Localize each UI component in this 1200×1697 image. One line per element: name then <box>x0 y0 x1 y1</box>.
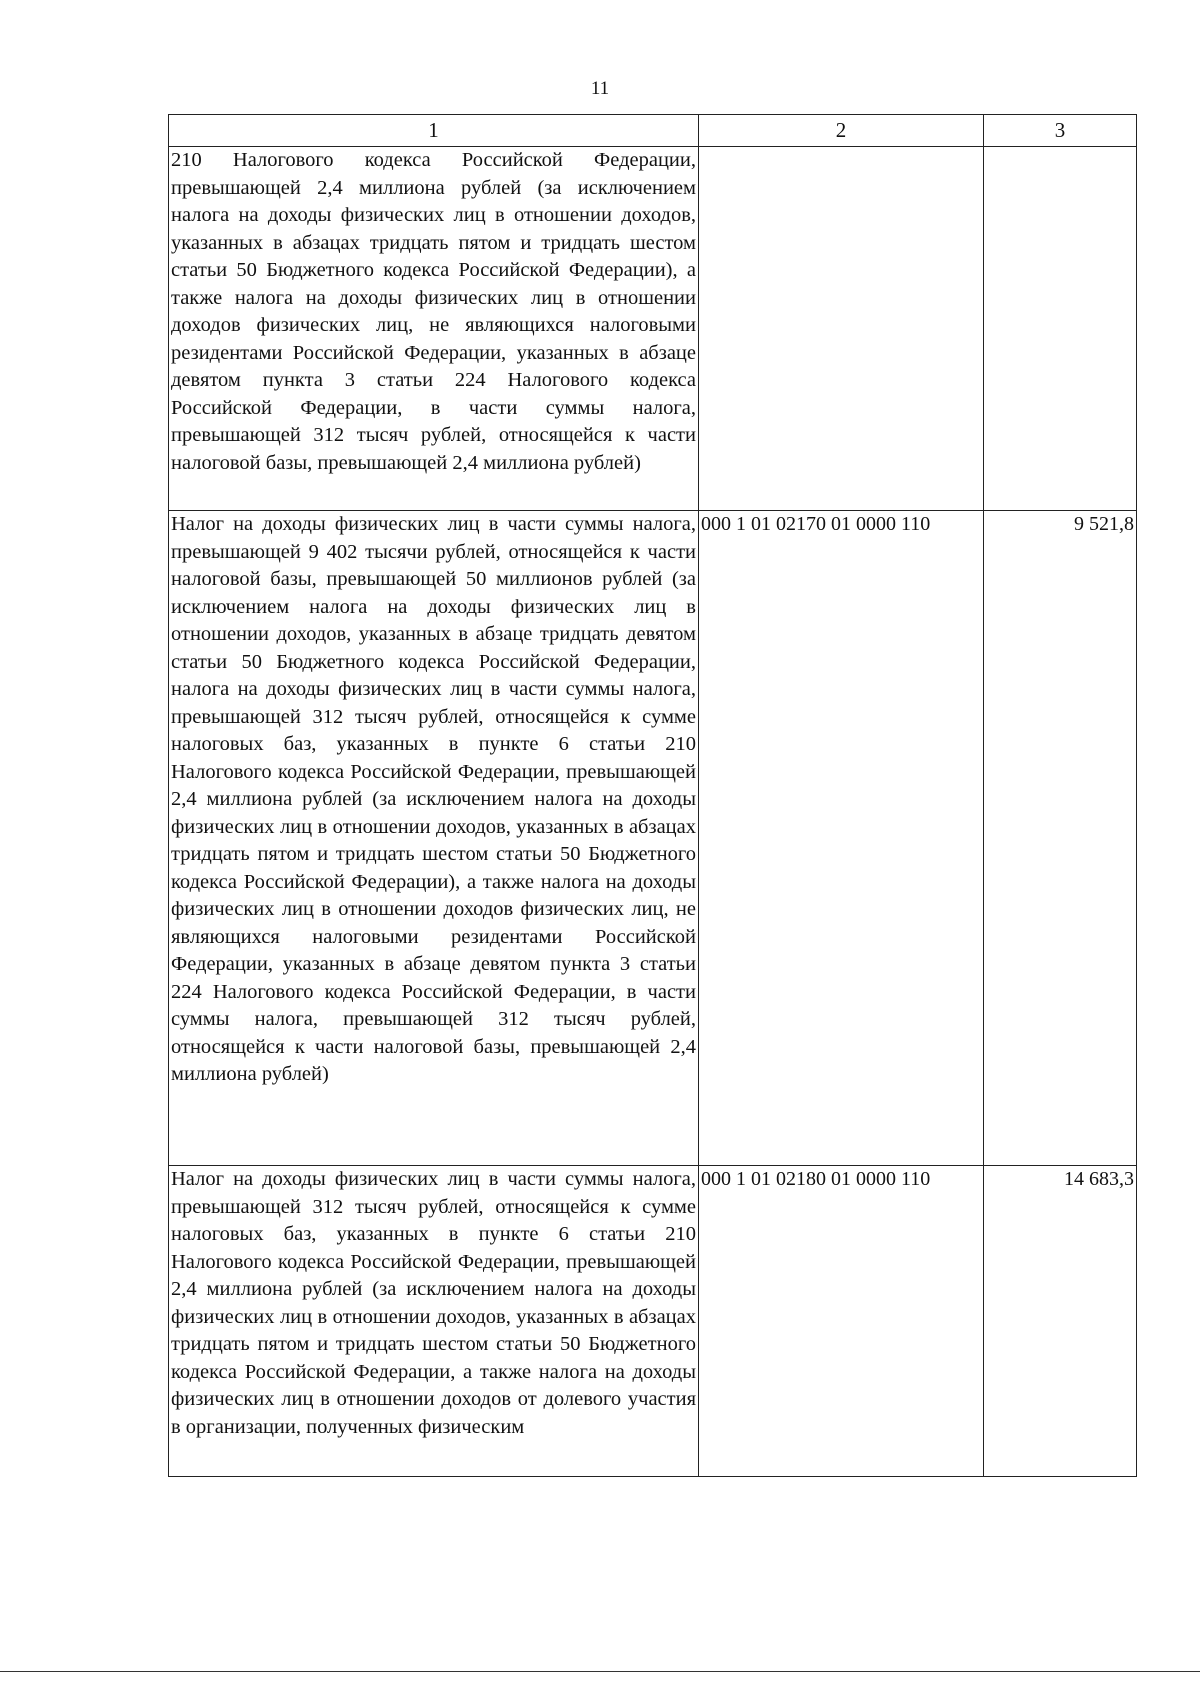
row-description: Налог на доходы физических лиц в части суммы налога, превышающей 312 тысяч рублей, относящейся к сумме налоговых баз, указанных в пункте 6 статьи 210 Налогового кодекса Российской Федерации, превышающей 2,4 миллиона рублей (за исключением налога на доходы физических лиц в отношении доходов, указанных в абзацах тридцать пятом и тридцать шестом статьи 50 Бюджетного кодекса Российской Федерации, а также налога на доходы физических лиц в отношении доходов от долевого участия в организации, полученных физическим <box>169 1166 699 1477</box>
budget-revenue-table <box>168 114 1137 1477</box>
row-amount: 9 521,8 <box>984 511 1137 1166</box>
table-row <box>169 147 1137 511</box>
row-amount: 14 683,3 <box>984 1166 1137 1477</box>
column-header-code: 2 <box>699 115 984 147</box>
table-row <box>169 511 1137 1166</box>
row-amount <box>984 147 1137 511</box>
table-header-row <box>169 115 1137 147</box>
row-description: Налог на доходы физических лиц в части суммы налога, превышающей 9 402 тысячи рублей, относящейся к части налоговой базы, превышающей 50 миллионов рублей (за исключением налога на доходы физических лиц в отношении доходов, указанных в абзаце тридцать девятом статьи 50 Бюджетного кодекса Российской Федерации, налога на доходы физических лиц в части суммы налога, превышающей 312 тысяч рублей, относящейся к сумме налоговых баз, указанных в пункте 6 статьи 210 Налогового кодекса Российской Федерации, превышающей 2,4 миллиона рублей (за исключением налога на доходы физических лиц в отношении доходов, указанных в абзацах тридцать пятом и тридцать шестом статьи 50 Бюджетного кодекса Российской Федерации), а также налога на доходы физических лиц в отношении доходов физических лиц, не являющихся налоговыми резидентами Российской Федерации, указанных в абзаце девятом пункта 3 статьи 224 Налогового кодекса Российской Федерации, в части суммы налога, превышающей 312 тысяч рублей, относящейся к части налоговой базы, превышающей 2,4 миллиона рублей) <box>169 511 699 1166</box>
page-number: 11 <box>590 78 610 99</box>
footer-rule <box>0 1671 1200 1672</box>
row-classification-code <box>699 147 984 511</box>
column-header-amount: 3 <box>984 115 1137 147</box>
row-classification-code: 000 1 01 02180 01 0000 110 <box>699 1166 984 1477</box>
column-header-description: 1 <box>169 115 699 147</box>
table-row <box>169 1166 1137 1477</box>
row-description: 210 Налогового кодекса Российской Федерации, превышающей 2,4 миллиона рублей (за исключением налога на доходы физических лиц в отношении доходов, указанных в абзацах тридцать пятом и тридцать шестом статьи 50 Бюджетного кодекса Российской Федерации), а также налога на доходы физических лиц в отношении доходов физических лиц, не являющихся налоговыми резидентами Российской Федерации, указанных в абзаце девятом пункта 3 статьи 224 Налогового кодекса Российской Федерации, в части суммы налога, превышающей 312 тысяч рублей, относящейся к части налоговой базы, превышающей 2,4 миллиона рублей) <box>169 147 699 511</box>
row-classification-code: 000 1 01 02170 01 0000 110 <box>699 511 984 1166</box>
